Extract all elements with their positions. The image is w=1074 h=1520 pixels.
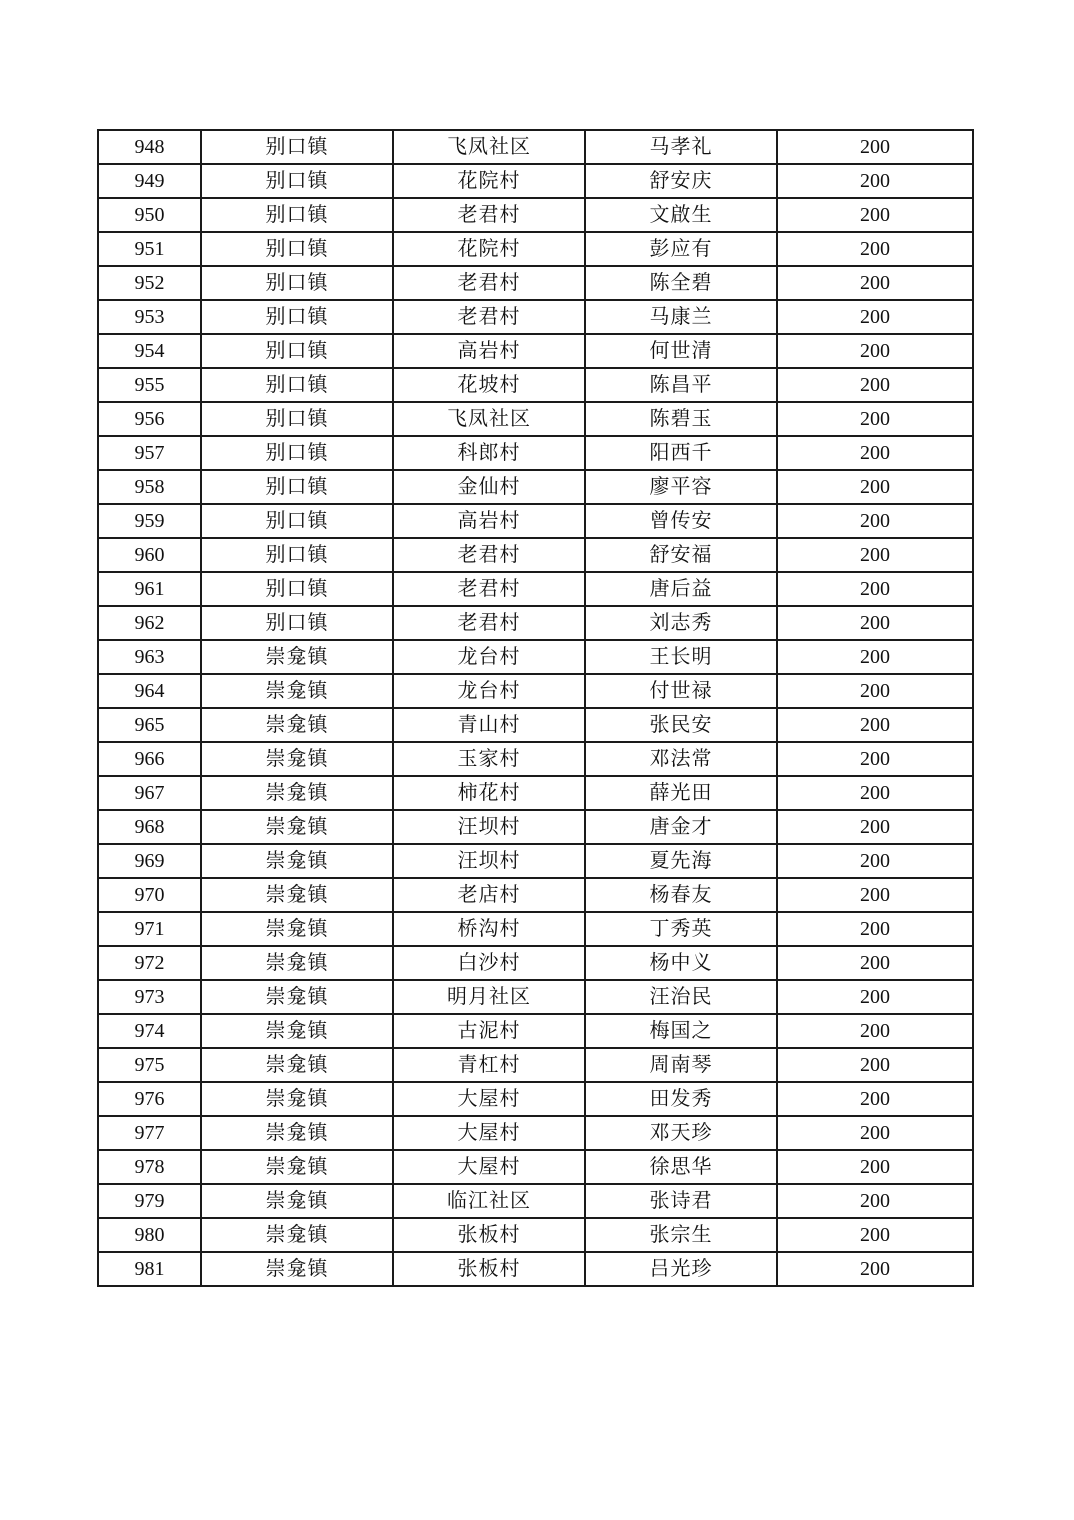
town-cell: 崇龛镇 — [201, 980, 393, 1014]
table-row — [98, 1014, 973, 1048]
town-cell: 崇龛镇 — [201, 1048, 393, 1082]
row-number-cell: 971 — [98, 912, 201, 946]
row-number-cell: 949 — [98, 164, 201, 198]
amount-cell: 200 — [777, 164, 973, 198]
village-cell: 汪坝村 — [393, 810, 585, 844]
table-row — [98, 402, 973, 436]
village-cell: 桥沟村 — [393, 912, 585, 946]
town-cell: 别口镇 — [201, 402, 393, 436]
person-name-cell: 阳西千 — [585, 436, 777, 470]
table-row — [98, 776, 973, 810]
person-name-cell: 曾传安 — [585, 504, 777, 538]
amount-cell: 200 — [777, 640, 973, 674]
row-number-cell: 975 — [98, 1048, 201, 1082]
village-cell: 飞凤社区 — [393, 130, 585, 164]
row-number-cell: 961 — [98, 572, 201, 606]
town-cell: 别口镇 — [201, 198, 393, 232]
table-row — [98, 1116, 973, 1150]
village-cell: 大屋村 — [393, 1116, 585, 1150]
row-number-cell: 980 — [98, 1218, 201, 1252]
row-number-cell: 981 — [98, 1252, 201, 1286]
village-cell: 古泥村 — [393, 1014, 585, 1048]
table-row — [98, 198, 973, 232]
village-cell: 金仙村 — [393, 470, 585, 504]
row-number-cell: 962 — [98, 606, 201, 640]
person-name-cell: 陈全碧 — [585, 266, 777, 300]
village-cell: 花院村 — [393, 232, 585, 266]
town-cell: 别口镇 — [201, 334, 393, 368]
amount-cell: 200 — [777, 198, 973, 232]
row-number-cell: 972 — [98, 946, 201, 980]
amount-cell: 200 — [777, 300, 973, 334]
table-row — [98, 572, 973, 606]
table-row — [98, 946, 973, 980]
town-cell: 崇龛镇 — [201, 674, 393, 708]
town-cell: 崇龛镇 — [201, 878, 393, 912]
village-cell: 大屋村 — [393, 1082, 585, 1116]
amount-cell: 200 — [777, 708, 973, 742]
village-cell: 花坡村 — [393, 368, 585, 402]
village-cell: 科郎村 — [393, 436, 585, 470]
row-number-cell: 979 — [98, 1184, 201, 1218]
town-cell: 崇龛镇 — [201, 708, 393, 742]
village-cell: 老君村 — [393, 572, 585, 606]
table-row — [98, 878, 973, 912]
person-name-cell: 田发秀 — [585, 1082, 777, 1116]
row-number-cell: 967 — [98, 776, 201, 810]
amount-cell: 200 — [777, 912, 973, 946]
person-name-cell: 付世禄 — [585, 674, 777, 708]
village-cell: 玉家村 — [393, 742, 585, 776]
table-row — [98, 470, 973, 504]
village-cell: 老君村 — [393, 266, 585, 300]
town-cell: 别口镇 — [201, 266, 393, 300]
table-row — [98, 1218, 973, 1252]
amount-cell: 200 — [777, 1218, 973, 1252]
table-row — [98, 334, 973, 368]
village-cell: 老君村 — [393, 198, 585, 232]
person-name-cell: 汪治民 — [585, 980, 777, 1014]
town-cell: 崇龛镇 — [201, 946, 393, 980]
row-number-cell: 952 — [98, 266, 201, 300]
town-cell: 崇龛镇 — [201, 844, 393, 878]
amount-cell: 200 — [777, 1150, 973, 1184]
row-number-cell: 977 — [98, 1116, 201, 1150]
amount-cell: 200 — [777, 878, 973, 912]
town-cell: 别口镇 — [201, 368, 393, 402]
amount-cell: 200 — [777, 572, 973, 606]
amount-cell: 200 — [777, 776, 973, 810]
table-row — [98, 538, 973, 572]
amount-cell: 200 — [777, 980, 973, 1014]
table-row — [98, 810, 973, 844]
person-name-cell: 周南琴 — [585, 1048, 777, 1082]
person-name-cell: 舒安庆 — [585, 164, 777, 198]
amount-cell: 200 — [777, 402, 973, 436]
row-number-cell: 955 — [98, 368, 201, 402]
person-name-cell: 王长明 — [585, 640, 777, 674]
table-row — [98, 368, 973, 402]
amount-cell: 200 — [777, 1014, 973, 1048]
village-cell: 老君村 — [393, 300, 585, 334]
person-name-cell: 唐金才 — [585, 810, 777, 844]
town-cell: 别口镇 — [201, 436, 393, 470]
table-row — [98, 300, 973, 334]
amount-cell: 200 — [777, 674, 973, 708]
table-row — [98, 232, 973, 266]
town-cell: 别口镇 — [201, 232, 393, 266]
row-number-cell: 978 — [98, 1150, 201, 1184]
amount-cell: 200 — [777, 538, 973, 572]
table-row — [98, 130, 973, 164]
amount-cell: 200 — [777, 946, 973, 980]
amount-cell: 200 — [777, 742, 973, 776]
table-row — [98, 436, 973, 470]
table-row — [98, 1150, 973, 1184]
person-name-cell: 丁秀英 — [585, 912, 777, 946]
row-number-cell: 974 — [98, 1014, 201, 1048]
row-number-cell: 958 — [98, 470, 201, 504]
row-number-cell: 954 — [98, 334, 201, 368]
row-number-cell: 960 — [98, 538, 201, 572]
amount-cell: 200 — [777, 1252, 973, 1286]
table-row — [98, 674, 973, 708]
village-cell: 高岩村 — [393, 504, 585, 538]
row-number-cell: 950 — [98, 198, 201, 232]
town-cell: 崇龛镇 — [201, 1116, 393, 1150]
roster-table-body — [98, 130, 973, 1286]
person-name-cell: 何世清 — [585, 334, 777, 368]
row-number-cell: 957 — [98, 436, 201, 470]
town-cell: 崇龛镇 — [201, 1184, 393, 1218]
person-name-cell: 张诗君 — [585, 1184, 777, 1218]
person-name-cell: 马孝礼 — [585, 130, 777, 164]
village-cell: 青山村 — [393, 708, 585, 742]
row-number-cell: 948 — [98, 130, 201, 164]
amount-cell: 200 — [777, 1082, 973, 1116]
town-cell: 别口镇 — [201, 130, 393, 164]
person-name-cell: 张民安 — [585, 708, 777, 742]
village-cell: 老君村 — [393, 606, 585, 640]
town-cell: 别口镇 — [201, 164, 393, 198]
row-number-cell: 969 — [98, 844, 201, 878]
person-name-cell: 刘志秀 — [585, 606, 777, 640]
table-row — [98, 980, 973, 1014]
row-number-cell: 951 — [98, 232, 201, 266]
village-cell: 明月社区 — [393, 980, 585, 1014]
town-cell: 别口镇 — [201, 606, 393, 640]
table-row — [98, 504, 973, 538]
village-cell: 柿花村 — [393, 776, 585, 810]
person-name-cell: 薛光田 — [585, 776, 777, 810]
town-cell: 别口镇 — [201, 504, 393, 538]
town-cell: 崇龛镇 — [201, 912, 393, 946]
person-name-cell: 舒安福 — [585, 538, 777, 572]
amount-cell: 200 — [777, 1184, 973, 1218]
table-row — [98, 912, 973, 946]
town-cell: 崇龛镇 — [201, 810, 393, 844]
town-cell: 崇龛镇 — [201, 1150, 393, 1184]
row-number-cell: 956 — [98, 402, 201, 436]
table-row — [98, 708, 973, 742]
table-row — [98, 640, 973, 674]
village-cell: 张板村 — [393, 1252, 585, 1286]
person-name-cell: 陈碧玉 — [585, 402, 777, 436]
person-name-cell: 唐后益 — [585, 572, 777, 606]
table-row — [98, 266, 973, 300]
person-name-cell: 杨春友 — [585, 878, 777, 912]
row-number-cell: 968 — [98, 810, 201, 844]
village-cell: 白沙村 — [393, 946, 585, 980]
town-cell: 别口镇 — [201, 470, 393, 504]
amount-cell: 200 — [777, 606, 973, 640]
person-name-cell: 陈昌平 — [585, 368, 777, 402]
person-name-cell: 马康兰 — [585, 300, 777, 334]
amount-cell: 200 — [777, 130, 973, 164]
town-cell: 崇龛镇 — [201, 1082, 393, 1116]
town-cell: 崇龛镇 — [201, 776, 393, 810]
town-cell: 崇龛镇 — [201, 1218, 393, 1252]
village-cell: 汪坝村 — [393, 844, 585, 878]
village-cell: 龙台村 — [393, 674, 585, 708]
village-cell: 大屋村 — [393, 1150, 585, 1184]
person-name-cell: 邓法常 — [585, 742, 777, 776]
row-number-cell: 963 — [98, 640, 201, 674]
amount-cell: 200 — [777, 334, 973, 368]
person-name-cell: 杨中义 — [585, 946, 777, 980]
amount-cell: 200 — [777, 470, 973, 504]
person-name-cell: 徐思华 — [585, 1150, 777, 1184]
village-cell: 高岩村 — [393, 334, 585, 368]
roster-table — [97, 129, 974, 1287]
table-row — [98, 606, 973, 640]
row-number-cell: 959 — [98, 504, 201, 538]
village-cell: 老君村 — [393, 538, 585, 572]
row-number-cell: 970 — [98, 878, 201, 912]
table-row — [98, 164, 973, 198]
row-number-cell: 965 — [98, 708, 201, 742]
village-cell: 花院村 — [393, 164, 585, 198]
town-cell: 崇龛镇 — [201, 640, 393, 674]
person-name-cell: 吕光珍 — [585, 1252, 777, 1286]
amount-cell: 200 — [777, 810, 973, 844]
person-name-cell: 梅国之 — [585, 1014, 777, 1048]
person-name-cell: 张宗生 — [585, 1218, 777, 1252]
table-row — [98, 1184, 973, 1218]
table-row — [98, 844, 973, 878]
amount-cell: 200 — [777, 504, 973, 538]
amount-cell: 200 — [777, 368, 973, 402]
village-cell: 临江社区 — [393, 1184, 585, 1218]
village-cell: 龙台村 — [393, 640, 585, 674]
amount-cell: 200 — [777, 436, 973, 470]
town-cell: 崇龛镇 — [201, 1252, 393, 1286]
town-cell: 崇龛镇 — [201, 742, 393, 776]
amount-cell: 200 — [777, 232, 973, 266]
table-row — [98, 742, 973, 776]
village-cell: 青杠村 — [393, 1048, 585, 1082]
amount-cell: 200 — [777, 1116, 973, 1150]
person-name-cell: 廖平容 — [585, 470, 777, 504]
town-cell: 别口镇 — [201, 300, 393, 334]
row-number-cell: 973 — [98, 980, 201, 1014]
person-name-cell: 彭应有 — [585, 232, 777, 266]
person-name-cell: 夏先海 — [585, 844, 777, 878]
amount-cell: 200 — [777, 266, 973, 300]
town-cell: 别口镇 — [201, 538, 393, 572]
row-number-cell: 953 — [98, 300, 201, 334]
row-number-cell: 966 — [98, 742, 201, 776]
table-row — [98, 1082, 973, 1116]
row-number-cell: 964 — [98, 674, 201, 708]
person-name-cell: 邓天珍 — [585, 1116, 777, 1150]
row-number-cell: 976 — [98, 1082, 201, 1116]
town-cell: 崇龛镇 — [201, 1014, 393, 1048]
town-cell: 别口镇 — [201, 572, 393, 606]
table-row — [98, 1252, 973, 1286]
village-cell: 张板村 — [393, 1218, 585, 1252]
village-cell: 老店村 — [393, 878, 585, 912]
amount-cell: 200 — [777, 1048, 973, 1082]
amount-cell: 200 — [777, 844, 973, 878]
village-cell: 飞凤社区 — [393, 402, 585, 436]
table-row — [98, 1048, 973, 1082]
person-name-cell: 文啟生 — [585, 198, 777, 232]
